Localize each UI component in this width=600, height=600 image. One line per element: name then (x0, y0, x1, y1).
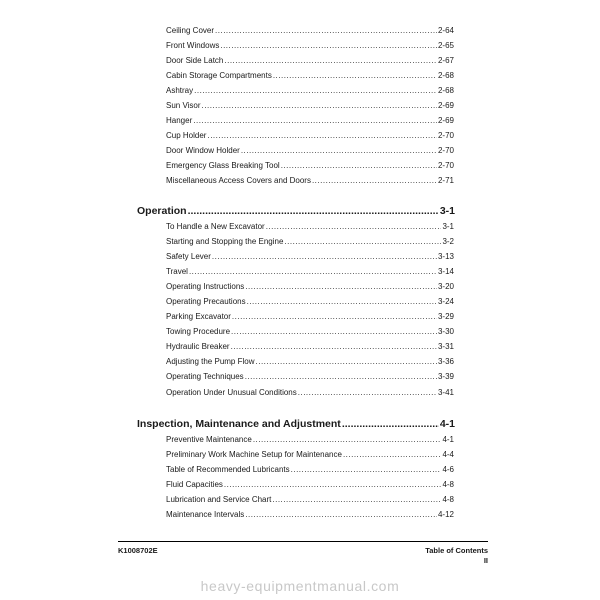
toc-entry-page: 2-68 (437, 86, 454, 95)
toc-entry-page: 3-14 (437, 267, 454, 276)
toc-entry-page: 3-36 (437, 357, 454, 366)
leader-dots (284, 237, 441, 247)
toc-entry-page: 3-20 (437, 282, 454, 291)
leader-dots (189, 267, 437, 277)
toc-entry-label: Front Windows (166, 41, 220, 50)
footer-section-name: Table of Contents (425, 546, 488, 555)
toc-entry-page: 3-29 (437, 312, 454, 321)
toc-entry-page: 2-70 (437, 161, 454, 170)
toc-entry-cabin-storage[interactable] (166, 71, 454, 81)
toc-entry[interactable] (166, 465, 454, 475)
toc-entry-page: 2-70 (437, 146, 454, 155)
toc-entry-page: 4-4 (442, 450, 454, 459)
leader-dots (291, 465, 442, 475)
toc-section-page: 3-1 (439, 205, 455, 217)
leader-dots (231, 342, 437, 352)
toc-entry[interactable] (166, 267, 454, 277)
leader-dots (215, 26, 437, 36)
toc-entry-label: Operation Under Unusual Conditions (166, 388, 297, 397)
toc-section-page: 4-1 (439, 418, 455, 430)
toc-entry-label: Lubrication and Service Chart (166, 495, 272, 504)
toc-entry-page: 4-8 (442, 480, 454, 489)
toc-entry-label: Cabin Storage Compartments (166, 71, 272, 80)
leader-dots (343, 450, 442, 460)
toc-entry-label: To Handle a New Excavator (166, 222, 265, 231)
toc-entry-page: 3-31 (437, 342, 454, 351)
toc-section-title: Inspection, Maintenance and Adjustment (137, 418, 341, 430)
leader-dots (193, 116, 437, 126)
toc-entry-misc-access-covers[interactable] (166, 176, 454, 186)
toc-entry-emergency-glass-tool[interactable] (166, 161, 454, 171)
toc-entry-label: Starting and Stopping the Engine (166, 237, 284, 246)
leader-dots (342, 418, 439, 430)
toc-entry-label: Preliminary Work Machine Setup for Maintenance (166, 450, 342, 459)
toc-entry-label: Safety Lever (166, 252, 211, 261)
toc-entry[interactable] (166, 312, 454, 322)
doc-number: K1008702E (118, 546, 158, 555)
toc-entry-page: 2-68 (437, 71, 454, 80)
toc-entry-door-side-latch[interactable] (166, 56, 454, 66)
toc-entry-page: 2-64 (437, 26, 454, 35)
toc-entry-label: Maintenance Intervals (166, 510, 245, 519)
toc-entry-label: Door Side Latch (166, 56, 224, 65)
toc-entry-label: Operating Techniques (166, 372, 244, 381)
toc-entry-label: Cup Holder (166, 131, 207, 140)
toc-entry-label: Adjusting the Pump Flow (166, 357, 255, 366)
toc-entry-label: Operating Precautions (166, 297, 246, 306)
toc-entry-label: Emergency Glass Breaking Tool (166, 161, 280, 170)
toc-entry-sun-visor[interactable] (166, 101, 454, 111)
leader-dots (188, 205, 439, 217)
toc-entry-page: 3-39 (437, 372, 454, 381)
toc-entry-page: 4-8 (442, 495, 454, 504)
leader-dots (312, 176, 437, 186)
footer-page-number: II (483, 556, 488, 565)
leader-dots (241, 146, 437, 156)
leader-dots (245, 282, 437, 292)
toc-entry[interactable] (166, 372, 454, 382)
toc-entry-hanger[interactable] (166, 116, 454, 126)
toc-entry-label: Hanger (166, 116, 193, 125)
leader-dots (298, 388, 437, 398)
footer-rule (118, 541, 488, 542)
toc-entry-label: Sun Visor (166, 101, 201, 110)
toc-entry[interactable] (166, 495, 454, 505)
leader-dots (224, 480, 442, 490)
leader-dots (232, 312, 437, 322)
toc-section-title: Operation (137, 205, 187, 217)
watermark: heavy-equipmentmanual.com (200, 578, 400, 594)
toc-entry[interactable] (166, 252, 454, 262)
leader-dots (256, 357, 437, 367)
toc-entry-label: Parking Excavator (166, 312, 231, 321)
leader-dots (207, 131, 437, 141)
toc-entry[interactable] (166, 510, 454, 520)
toc-entry-page: 2-65 (437, 41, 454, 50)
toc-entry-page: 4-6 (442, 465, 454, 474)
toc-entry-label: Hydraulic Breaker (166, 342, 230, 351)
leader-dots (245, 510, 437, 520)
leader-dots (202, 101, 437, 111)
toc-entry-page: 3-2 (442, 237, 454, 246)
toc-entry[interactable] (166, 327, 454, 337)
leader-dots (231, 327, 437, 337)
toc-entry-page: 3-30 (437, 327, 454, 336)
leader-dots (245, 372, 437, 382)
toc-entry-front-windows[interactable] (166, 41, 454, 51)
toc-entry-page: 3-41 (437, 388, 454, 397)
toc-entry-cup-holder[interactable] (166, 131, 454, 141)
toc-entry-page: 4-12 (437, 510, 454, 519)
toc-entry-label: Preventive Maintenance (166, 435, 252, 444)
toc-entry-page: 2-69 (437, 116, 454, 125)
toc-entry-page: 3-13 (437, 252, 454, 261)
toc-entry-door-window-holder[interactable] (166, 146, 454, 156)
toc-entry-label: Ceiling Cover (166, 26, 215, 35)
toc-entry-page: 2-70 (437, 131, 454, 140)
toc-entry-ashtray[interactable] (166, 86, 454, 96)
leader-dots (194, 86, 437, 96)
toc-entry-label: Travel (166, 267, 188, 276)
toc-entry[interactable] (166, 237, 454, 247)
toc-entry-ceiling-cover[interactable] (166, 26, 454, 36)
leader-dots (247, 297, 437, 307)
toc-entry[interactable] (166, 388, 454, 398)
toc-entry-page: 3-24 (437, 297, 454, 306)
toc-section-inspection[interactable] (137, 418, 455, 430)
toc-entry[interactable] (166, 297, 454, 307)
toc-entry[interactable] (166, 435, 454, 445)
leader-dots (272, 495, 441, 505)
toc-section-operation[interactable] (137, 205, 455, 217)
toc-entry[interactable] (166, 282, 454, 292)
toc-entry-label: Door Window Holder (166, 146, 240, 155)
toc-entry[interactable] (166, 357, 454, 367)
toc-entry[interactable] (166, 450, 454, 460)
toc-entry-page: 2-71 (437, 176, 454, 185)
toc-entry-label: Operating Instructions (166, 282, 245, 291)
toc-entry-page: 2-67 (437, 56, 454, 65)
toc-entry-page: 3-1 (442, 222, 454, 231)
toc-entry[interactable] (166, 480, 454, 490)
toc-entry-page: 2-69 (437, 101, 454, 110)
leader-dots (266, 222, 442, 232)
toc-entry-label: Fluid Capacities (166, 480, 223, 489)
leader-dots (253, 435, 442, 445)
toc-entry-label: Towing Procedure (166, 327, 231, 336)
toc-entry-label: Table of Recommended Lubricants (166, 465, 290, 474)
toc-entry[interactable] (166, 342, 454, 352)
toc-entry-label: Miscellaneous Access Covers and Doors (166, 176, 311, 185)
leader-dots (281, 161, 437, 171)
toc-entry[interactable] (166, 222, 454, 232)
toc-entry-page: 4-1 (442, 435, 454, 444)
leader-dots (224, 56, 437, 66)
leader-dots (273, 71, 437, 81)
toc-entry-label: Ashtray (166, 86, 194, 95)
leader-dots (212, 252, 437, 262)
leader-dots (220, 41, 437, 51)
